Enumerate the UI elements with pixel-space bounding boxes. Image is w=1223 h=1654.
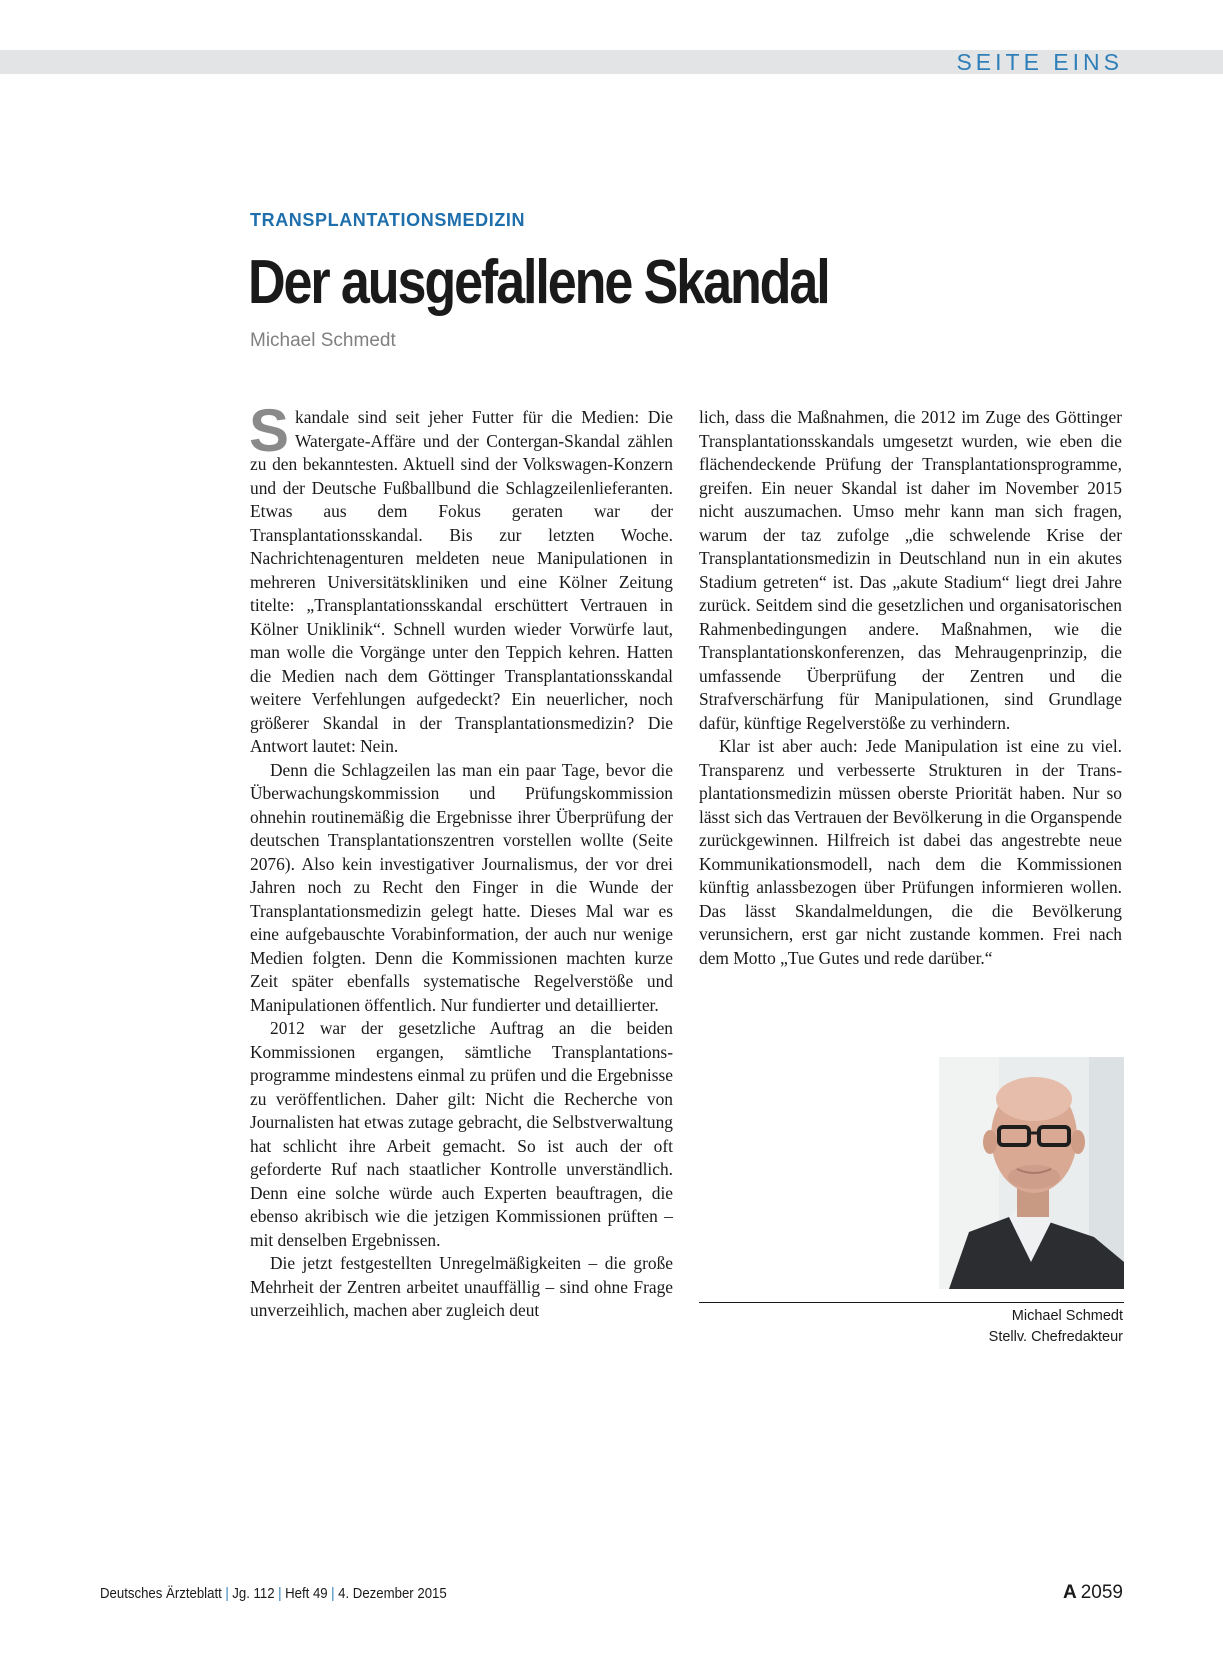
left-column xyxy=(249,397,673,1323)
photo-caption xyxy=(989,1306,1123,1348)
paragraph: Die jetzt festgestellten Unregelmäßigkeiten – die große Mehrheit der Zentren arbeitet unauffällig – sind ohne Frage unverzeihlich, machen aber zugleich deut xyxy=(250,1253,673,1320)
section-label: SEITE EINS xyxy=(956,49,1123,75)
volume: Jg. 112 xyxy=(232,1585,275,1602)
paragraph: lich, dass die Maßnahmen, die 2012 im Zuge des Göttinger Transplantationsskandals umgesetzt wurden, wie eben die flächendeckende Prüfung der Transplantationsprogramme, greifen. Ein neuer Skandal ist daher im November 2015 nicht auszumachen. Umso mehr kann man sich fragen, warum der taz zufolge „die schwelende Krise der Transplantationsmedizin in Deutschland nun in ein akutes Stadium getreten“ ist. Das „akute Stadium“ liegt drei Jahre zurück. Seitdem sind die gesetzlichen und organisatorischen Rahmenbedingungen andere. Maßnahmen, wie die Transplantationskonferenzen, das Mehraugenprinzip, die umfassende Überprüfung der Zentren und die Strafverschärfung für Manipulationen, sind Grundlage dafür, künftige Regelverstöße zu verhindern. xyxy=(699,407,1122,733)
caption-role: Stellv. Chefredakteur xyxy=(988,1329,1123,1345)
paragraph xyxy=(249,397,673,759)
issue: Heft 49 xyxy=(285,1585,328,1602)
drop-cap: S xyxy=(249,397,290,464)
paragraph-text: kandale sind seit jeher Futter für die Medien: Die Watergate-Affäre und der Contergan-Skandal zählen zu den bekanntesten. Aktuell sind der Volkswagen-Konzern und der Deutsche Fußballbund die Schlagzeilenlieferanten. Etwas aus dem Fokus geraten war der Transplantationsskandal. Bis zur letzten Woche. Nachrichtenagenturen meldeten neue Manipulationen in mehreren Universitätskliniken und eine Kölner Zeitung titelte: „Transplantationsskandal erschüttert Vertrauen in Kölner Uniklinik“. Schnell wurden wieder Vorwürfe laut, man wolle die Vorgänge unter den Teppich kehren. Hatten die Medien nach dem Göttinger Transplantationsskandal weitere Verfehlungen aufgedeckt? Ein neuerlicher, noch größerer Skandal in der Transplantationsmedizin? Die Antwort lautet: Nein. xyxy=(250,407,673,756)
paragraph: 2012 war der gesetzliche Auftrag an die beiden Kommissionen ergangen, sämtliche Transplantationsprogramme mindestens einmal zu prüfen und die Ergebnisse zu veröffentlichen. Daher gilt: Nicht die Recherche von Journalisten hat etwas zutage gebracht, die Selbstverwaltung hat schlicht ihre Arbeit gemacht. So ist auch der oft geforderte Ruf nach staatlicher Kontrolle unverständlich. Denn eine solche würde auch Experten beauftragen, die ebenso akribisch wie die jetzigen Kommissionen prüften – mit denselben Ergebnissen. xyxy=(250,1018,673,1250)
page-prefix: A xyxy=(1062,1582,1077,1603)
footer-citation xyxy=(100,1585,447,1602)
journal-name: Deutsches Ärzteblatt xyxy=(100,1585,222,1602)
article-author: Michael Schmedt xyxy=(250,330,396,351)
page-number-value: 2059 xyxy=(1080,1582,1123,1603)
paragraph: Klar ist aber auch: Jede Manipulation ist eine zu viel. Transparenz und verbesserte Strukturen in der Transplantationsmedizin müssen oberste Priorität haben. Nur so lässt sich das Vertrauen der Bevölkerung in die Organspende zurückgewinnen. Hilfreich ist dabei das angestrebte neue Kommunikationsmodell, nach dem die Kommissionen künftig anlassbezogen über Prüfungen informieren wollen. Das lässt Skandalmeldungen, die die Bevölkerung verunsichern, erst gar nicht zustande kommen. Frei nach dem Motto „Tue Gutes und rede darüber.“ xyxy=(699,736,1122,968)
separator: | xyxy=(331,1585,335,1602)
paragraph: Denn die Schlagzeilen las man ein paar Tage, bevor die Überwachungskommission und Prüfungskommission ohnehin routinemäßig die Ergebnisse ihrer Überprüfung der deutschen Transplantationszentren vorstellen wollte (Seite 2076). Also kein investigativer Journalismus, der vor drei Jahren noch zu Recht den Finger in die Wunde der Transplantationsmedizin gelegt hatte. Dieses Mal war es eine aufgebauschte Vorabinformation, der auch nur wenige Medien folgten. Denn die Kommissionen machten kurze Zeit später ebenfalls systematische Regelverstöße und Manipulationen öffentlich. Nur fundierter und detaillierter. xyxy=(250,759,673,1015)
separator: | xyxy=(225,1585,229,1602)
issue-date: 4. Dezember 2015 xyxy=(338,1585,447,1602)
article-kicker: TRANSPLANTATIONSMEDIZIN xyxy=(250,210,526,230)
article-title: Der ausgefallene Skandal xyxy=(248,248,829,317)
separator: | xyxy=(278,1585,282,1602)
author-photo xyxy=(939,1057,1124,1289)
caption-rule xyxy=(699,1302,1124,1303)
caption-name: Michael Schmedt xyxy=(1011,1308,1123,1324)
page-number xyxy=(1063,1582,1123,1604)
right-column xyxy=(699,406,1122,970)
